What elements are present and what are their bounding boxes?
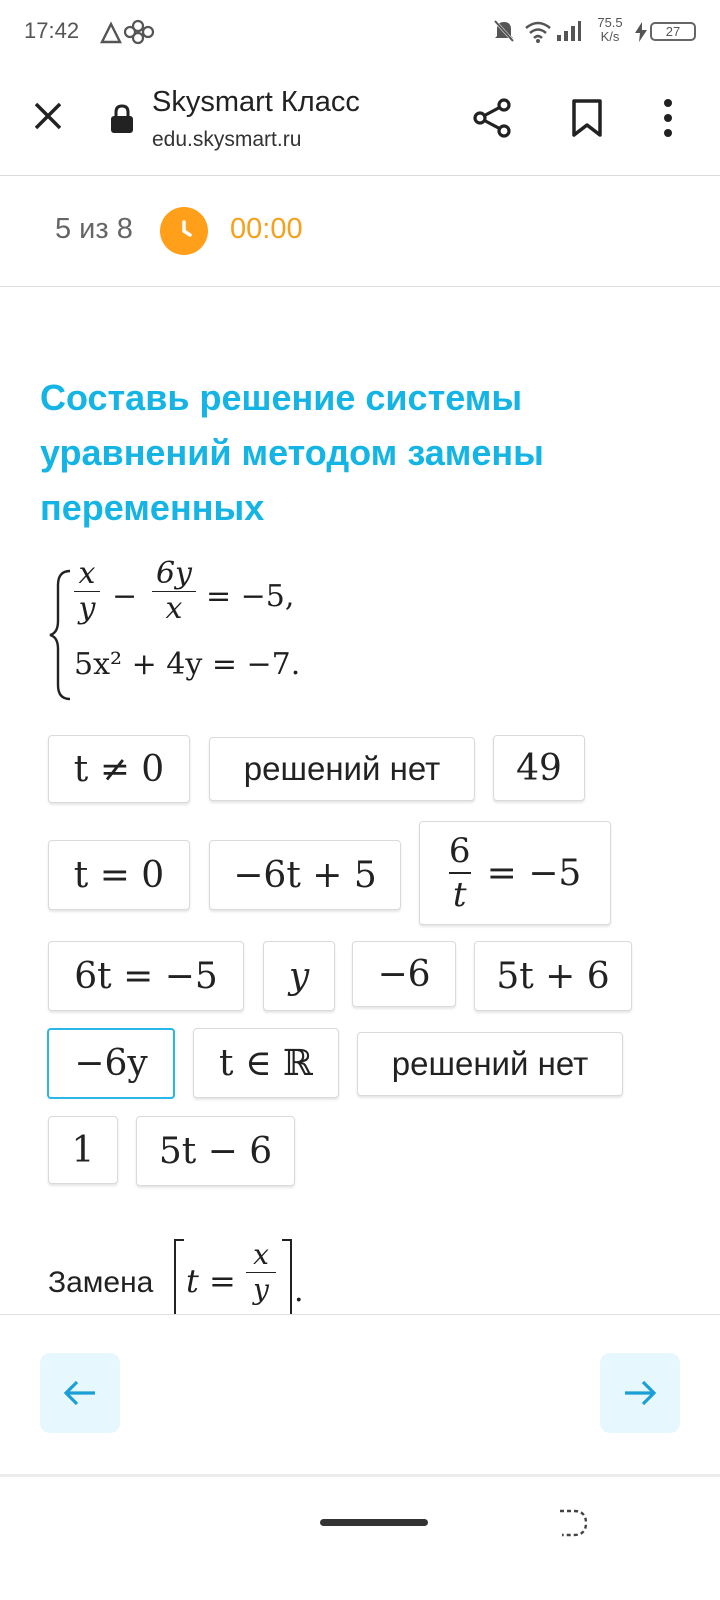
lock-icon (110, 104, 134, 134)
answer-substitution (48, 1238, 448, 1314)
bracket-open (172, 1238, 186, 1314)
next-button[interactable] (600, 1353, 680, 1433)
notification-icons (98, 16, 158, 46)
arrow-right-icon (622, 1379, 658, 1407)
chip-t-neq-0[interactable] (48, 735, 190, 803)
minus-sign: − (112, 579, 138, 614)
clock-icon (160, 207, 208, 255)
chip-label: −6y (74, 1043, 148, 1084)
frac1-numerator: x (78, 556, 96, 591)
chip-minus-6t-plus-5[interactable] (209, 840, 401, 910)
chip-label: t ∈ ℝ (219, 1042, 313, 1084)
browser-header (0, 64, 720, 176)
chip-label: y (288, 955, 310, 997)
home-gesture-bar[interactable] (320, 1519, 428, 1526)
more-vert-icon[interactable] (660, 98, 676, 138)
signal-icon (556, 20, 582, 42)
chip-label: 5t − 6 (158, 1130, 273, 1172)
frac2-denominator: x (152, 591, 196, 626)
system-brace (48, 569, 72, 701)
wifi-icon (524, 20, 552, 44)
chip-label: −6 (377, 953, 431, 995)
chip-frac-denominator: t (452, 875, 467, 915)
chip-minus-6y[interactable] (47, 1028, 175, 1099)
chip-49[interactable] (493, 735, 585, 801)
equation-line1-rhs: = −5, (206, 579, 295, 614)
chip-label: 49 (516, 747, 562, 789)
status-bar (0, 0, 720, 64)
bottom-navigation (0, 1314, 720, 1474)
chip-6t-eq-minus-5[interactable] (48, 941, 244, 1011)
bracket-close (280, 1238, 294, 1314)
frac-6y-over-x (152, 557, 196, 626)
chip-y[interactable] (263, 941, 335, 1011)
chip-5t-plus-6[interactable] (474, 941, 632, 1011)
chip-label: 5t + 6 (496, 955, 610, 997)
network-speed-unit: K/s (600, 29, 620, 44)
chip-no-solutions-2[interactable] (357, 1032, 623, 1096)
answer-fraction (246, 1238, 276, 1307)
share-icon[interactable] (470, 96, 514, 140)
charging-icon (634, 22, 648, 42)
chip-6-over-t[interactable] (419, 821, 611, 925)
chip-label: −6t + 5 (233, 854, 377, 896)
prev-button[interactable] (40, 1353, 120, 1433)
page-url[interactable]: edu.skysmart.ru (152, 128, 302, 151)
equation-line2: 5x² + 4y = −7. (74, 647, 301, 682)
chip-t-eq-0[interactable] (48, 840, 190, 910)
frac2-numerator: 6y (155, 556, 193, 591)
chip-label: t ≠ 0 (73, 748, 165, 790)
page-title: Skysmart Класс (152, 86, 360, 118)
system-navigation-bar (0, 1474, 720, 1600)
task-counter: 5 из 8 (55, 213, 133, 245)
chip-label: решений нет (391, 1045, 589, 1082)
chip-5t-minus-6[interactable] (136, 1116, 295, 1186)
frac1-denominator: y (74, 591, 100, 626)
arrow-left-icon (62, 1379, 98, 1407)
close-icon[interactable] (28, 96, 68, 136)
network-speed-value: 75.5 (597, 15, 623, 30)
chip-no-solutions-1[interactable] (209, 737, 475, 801)
chip-label: 1 (71, 1129, 95, 1171)
answer-period: . (294, 1274, 304, 1309)
task-progress (0, 177, 720, 287)
question-title: Составь решение системы уравнений методом замены переменных (40, 377, 544, 528)
status-time: 17:42 (24, 18, 80, 43)
chip-label: 6t = −5 (74, 955, 218, 997)
chip-minus-6[interactable] (352, 941, 456, 1007)
rotate-icon[interactable] (556, 1505, 590, 1539)
chip-label: решений нет (243, 750, 441, 787)
chip-t-in-r[interactable] (193, 1028, 339, 1098)
frac-x-over-y (74, 557, 100, 626)
chip-label: t = 0 (73, 854, 165, 896)
mute-icon (492, 18, 516, 44)
battery-indicator: 27 (650, 22, 696, 41)
chip-frac-numerator: 6 (448, 831, 471, 871)
timer: 00:00 (230, 213, 303, 245)
answer-t-equals: t = (186, 1262, 236, 1300)
network-speed (590, 16, 630, 44)
answer-frac-numerator: x (253, 1238, 269, 1271)
equation-system (48, 556, 448, 710)
chip-label: = −5 (486, 852, 582, 894)
chip-1[interactable] (48, 1116, 118, 1184)
bookmark-icon[interactable] (570, 98, 604, 138)
answer-label: Замена (48, 1266, 154, 1299)
answer-frac-denominator: y (246, 1272, 276, 1307)
chip-fraction (449, 830, 471, 916)
